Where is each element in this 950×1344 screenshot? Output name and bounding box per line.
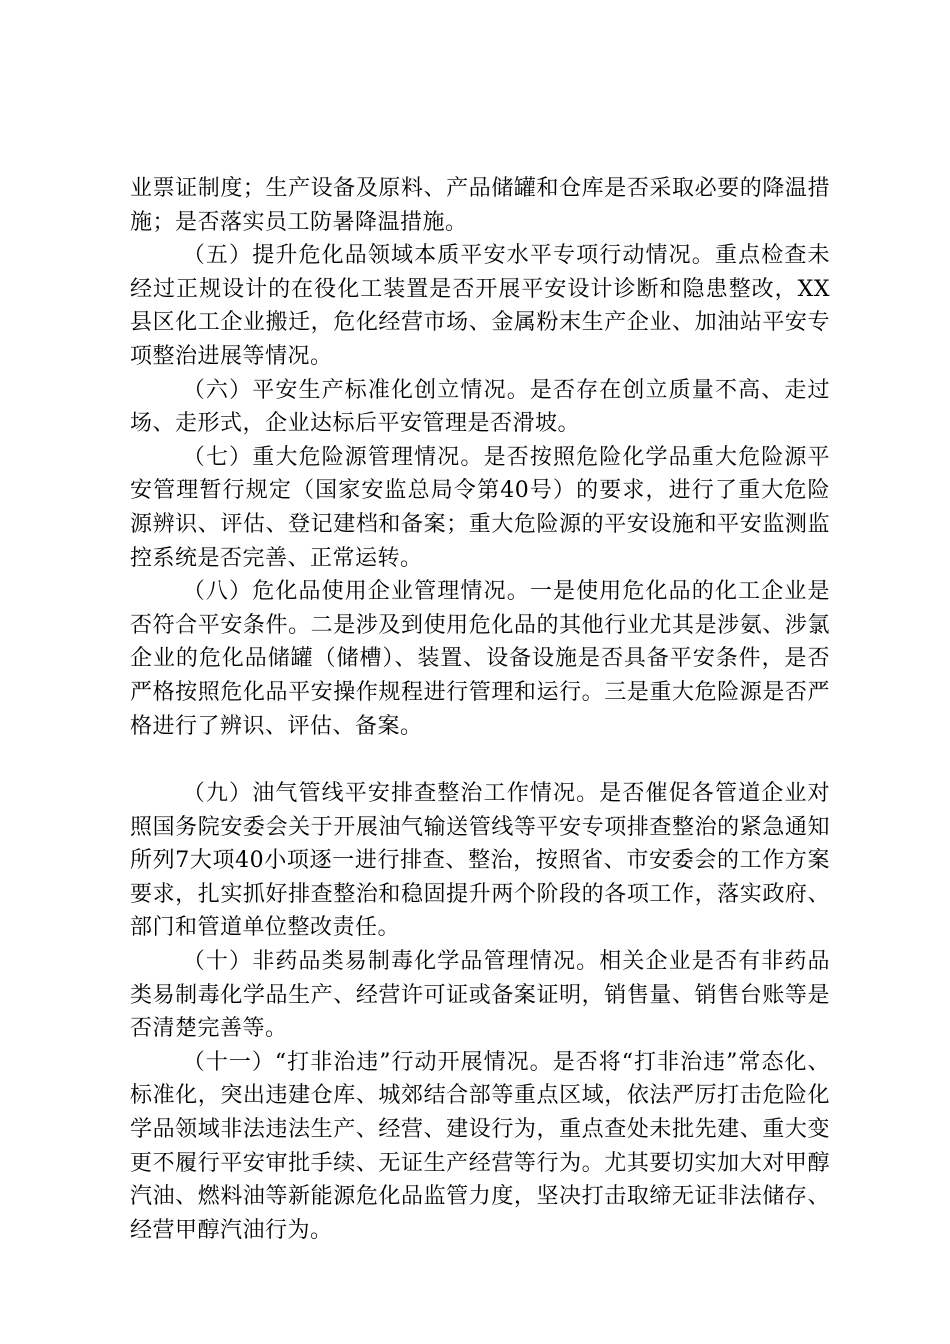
paragraph-section-6: （六）平安生产标准化创立情况。是否存在创立质量不高、走过场、走形式，企业达标后平安管理是否滑坡。 (130, 377, 830, 437)
paragraph-continued: 业票证制度；生产设备及原料、产品储罐和仓库是否采取必要的降温措施；是否落实员工防暑降温措施。 (130, 176, 830, 235)
paragraph-section-11: （十一）“打非治违”行动开展情况。是否将“打非治违”常态化、标准化，突出违建仓库、城郊结合部等重点区域，依法严厉打击危险化学品领域非法违法生产、经营、建设行为，重点查处未批先建、重大变更不履行平安审批手续、无证生产经营等行为。尤其要切实加大对甲醇汽油、燃料油等新能源危化品监管力度，坚决打击取缔无证非法储存、经营甲醇汽油行为。 (130, 1049, 830, 1243)
paragraph-section-8: （八）危化品使用企业管理情况。一是使用危化品的化工企业是否符合平安条件。二是涉及到使用危化品的其他行业尤其是涉氨、涉氯企业的危化品储罐（储槽）、装置、设备设施是否具备平安条件，是否严格按照危化品平安操作规程进行管理和运行。三是重大危险源是否严格进行了辨识、评估、备案。 (130, 579, 830, 739)
paragraph-section-7: （七）重大危险源管理情况。是否按照危险化学品重大危险源平安管理暂行规定（国家安监总局令第40号）的要求，进行了重大危险源辨识、评估、登记建档和备案；重大危险源的平安设施和平安监测监控系统是否完善、正常运转。 (130, 444, 830, 571)
paragraph-section-9: （九）油气管线平安排查整治工作情况。是否催促各管道企业对照国务院安委会关于开展油气输送管线等平安专项排查整治的紧急通知所列7大项40小项逐一进行排查、整治，按照省、市安委会的工作方案要求，扎实抓好排查整治和稳固提升两个阶段的各项工作，落实政府、部门和管道单位整改责任。 (130, 781, 830, 941)
document-body (130, 172, 830, 1247)
paragraph-section-10: （十）非药品类易制毒化学品管理情况。相关企业是否有非药品类易制毒化学品生产、经营许可证或备案证明，销售量、销售台账等是否清楚完善等。 (130, 949, 830, 1042)
paragraph-section-5: （五）提升危化品领域本质平安水平专项行动情况。重点检查未经过正规设计的在役化工装置是否开展平安设计诊断和隐患整改，XX县区化工企业搬迁，危化经营市场、金属粉末生产企业、加油站平安专项整治进展等情况。 (130, 243, 830, 369)
paragraph-gap (130, 743, 830, 777)
